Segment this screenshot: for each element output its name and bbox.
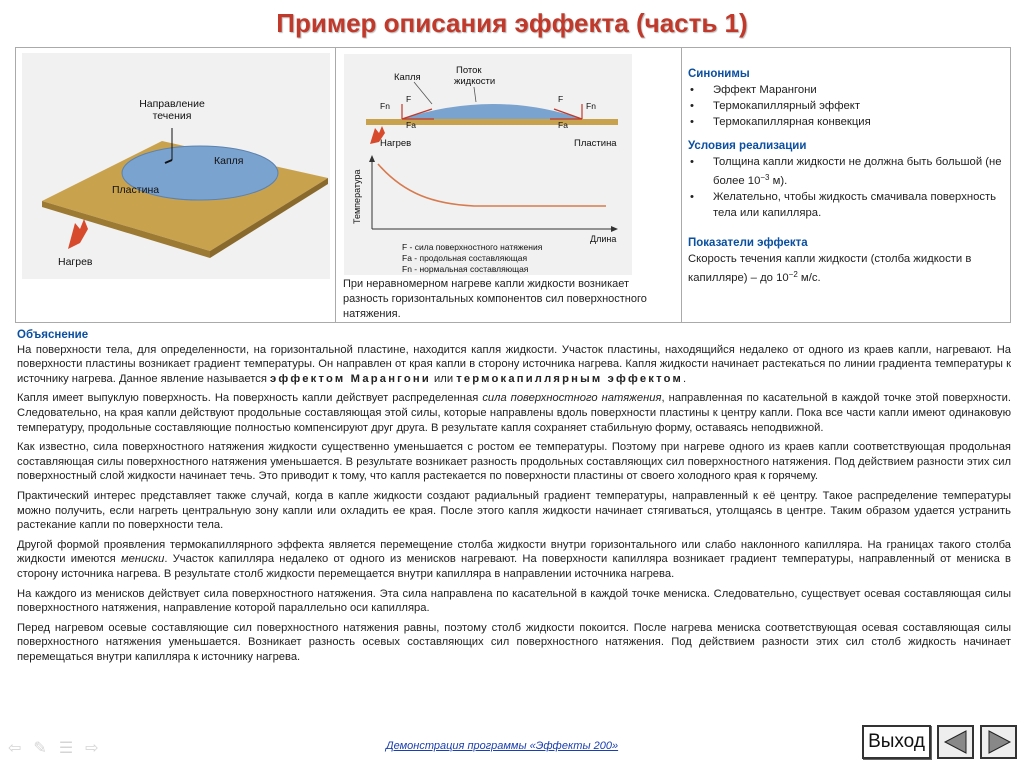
flow-label-1: Поток [456,65,482,76]
exit-button[interactable]: Выход [862,725,931,759]
conditions-list [688,154,1006,221]
demo-link[interactable]: Демонстрация программы «Эффекты 200» [385,740,619,752]
heating-label-2: Нагрев [380,138,412,149]
conditions-heading: Условия реализации [688,140,807,152]
flow-direction-label-1: Направление [139,98,205,110]
fn-label-left: Fn [380,101,390,111]
explanation-paragraph: На каждого из менисков действует сила поверхностного натяжения. Эта сила направлена по касательной в каждой точке мениска. Следовательно, существует осевая составляющая силы поверхностного натяжения, направление которой параллельно оси капилляра. [17,587,1011,615]
indicator-text: Скорость течения капли жидкости (столба жидкости в капилляре) – до $10^{-2}$ м/с. [688,253,972,284]
heating-label: Нагрев [58,256,93,268]
synonyms-list [688,82,1006,130]
info-cell [682,48,1012,322]
fn-label-right: Fn [586,101,596,111]
figure-plate-cell [16,48,336,322]
flow-label-2: жидкости [454,76,496,87]
legend-f: F - сила поверхностного натяжения [402,242,543,252]
forward-icon: ⇨ [85,740,99,757]
legend-fn: Fn - нормальная составляющая [402,264,529,274]
plate-figure [22,53,330,279]
flow-direction-label-2: течения [152,110,192,122]
f-label-left: F [406,94,412,104]
explanation-heading: Объяснение [17,329,89,341]
back-icon: ⇦ [8,740,22,757]
explanation-paragraph: Как известно, сила поверхностного натяжения жидкости существенно уменьшается с ростом ее температуры. Поэтому при нагреве одного из краев капли соответствующая продольная составляющая силы поверхностного натяжения уменьшается. В результате возникает разность продольных составляющих сил поверхностного натяжения. Под действием разности этих сил поверхностный слой жидкости начинает течь. Это приводит к тому, что капля растекается по поверхности пластины от своего холодного края к горячему. [17,441,1011,483]
condition-item: • Толщина капли жидкости не должна быть большой (не более $10^{-3}$ м). [688,154,1006,189]
explanation-paragraph: Перед нагревом осевые составляющие сил поверхностного натяжения равны, поэтому столб жидкости покоится. После нагрева мениска соответствующая осевая составляющая силы поверхностного натяжения уменьшается. Возникает разность осевых составляющих сил поверхностного натяжения. Под действием разности этих сил столб жидкость начинает перемещаться внутри капилляра к источнику нагрева. [17,621,1011,663]
fa-label-right: Fa [558,120,568,130]
synonym-item: • Термокапиллярный эффект [688,98,1006,114]
figure-section-cell [336,48,682,322]
explanation-paragraph: Другой формой проявления термокапиллярного эффекта является перемещение столба жидкости внутри горизонтального или слабо наклонного капилляра. На границах такого столба жидкости имеются мениски. Участок капилляра недалеко от одного из менисков нагревают. На поверхности капилляра возникает градиент температуры, направленный от мениска в сторону источника нагрева. В результате столб жидкости перемещается внутри капилляра в направлении источника нагрева. [17,538,1011,580]
figure-caption: При неравномерном нагреве капли жидкости возникает разность горизонтальных компонентов сил поверхностного натяжения. [343,278,647,320]
info-panel [688,66,1006,286]
drop-label-2: Капля [394,72,421,83]
drop-section [402,104,582,119]
length-axis-label: Длина [590,234,617,244]
section-figure [344,54,632,275]
explanation-section [17,328,1011,669]
page-title: Пример описания эффекта (часть 1) [276,8,748,38]
explanation-paragraph: Капля имеет выпуклую поверхность. На поверхность капли действует распределенная сила поверхностного натяжения, направленная по касательной в каждой точке этой поверхности. Следовательно, на края капли действуют продольные составляющая этой силы, которые направлены вдоль поверхности пластины к центру капли. Пока все части капли имеют одинаковую температуру, продольные составляющие полностью компенсируют друг друга. В результате капля сохраняет стабильную форму, оставаясь неподвижной. [17,392,1012,434]
summary-table [15,47,1011,323]
temperature-axis-label: Температура [352,169,362,224]
explanation-paragraph: Практический интерес представляет также случай, когда в капле жидкости создают радиальный градиент температуры, направленный к её центру. Такое распределение температуры можно получить, если нагреть центральную зону капли или охладить ее края. После этого капля жидкости начинает стягиваться, утолщаясь в центре. Таким образом удается устранить растекание капли по поверхности тела. [17,489,1011,532]
plate-label: Пластина [112,184,160,196]
legend-fa: Fa - продольная составляющая [402,253,528,263]
plate-section [366,119,618,125]
previous-button[interactable] [937,725,974,759]
plate-label-2: Пластина [574,138,617,149]
list-icon: ☰ [58,740,74,757]
triangle-right-icon [985,729,1013,755]
condition-item: • Желательно, чтобы жидкость смачивала поверхность тела или капилляра. [688,189,1006,221]
triangle-left-icon [942,729,970,755]
fa-label-left: Fa [406,120,416,130]
next-button[interactable] [980,725,1017,759]
pencil-icon: ✎ [33,740,47,757]
f-label-right: F [558,94,564,104]
drop-label: Капля [214,155,244,167]
heat-arrow-icon [68,219,88,249]
synonym-item: • Термокапиллярная конвекция [688,114,1006,130]
synonym-item: • Эффект Марангони [688,82,1006,98]
indicators-heading: Показатели эффекта [688,237,808,249]
synonyms-heading: Синонимы [688,68,750,80]
explanation-paragraph: На поверхности тела, для определенности, на горизонтальной пластине, находится капля жидкости. Участок пластины, находящийся недалеко от одного из краев капли, нагревают. На поверхности пластины возникает градиент температуры. Он направлен от края капли в сторону источника нагрева. Капля жидкости начинает растекаться по линии градиента температуры к источнику нагрева. Данное явление называется эффектом Марангони или термокапиллярным эффектом. [17,343,1011,385]
temperature-curve [378,164,606,206]
